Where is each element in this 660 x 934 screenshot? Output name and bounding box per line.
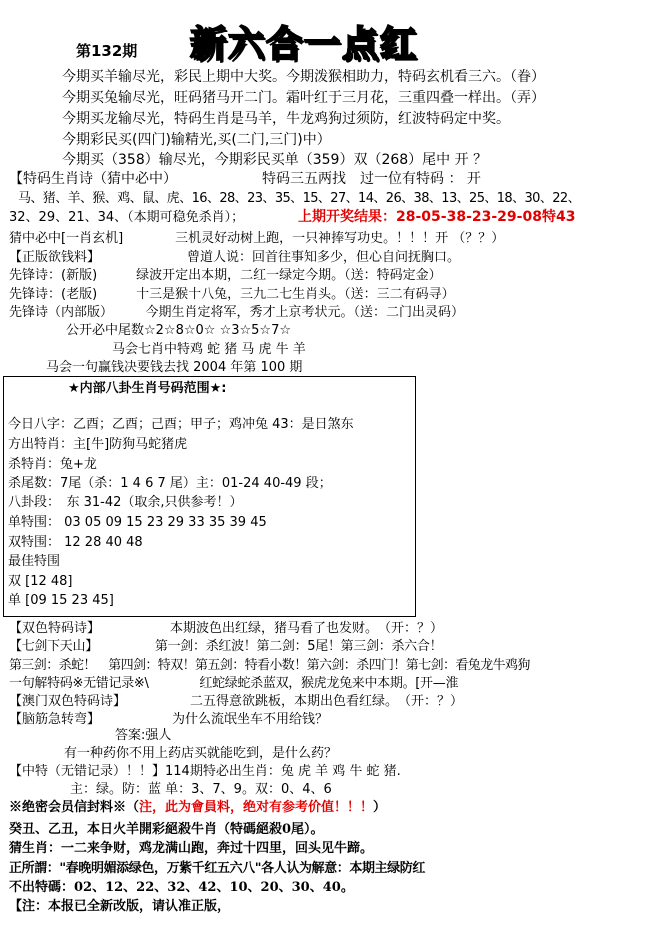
vanguard-poem-new: 先锋诗：(新版) 绿波开定出本期，二红一绿定今期。（送：特码定金） <box>9 268 442 283</box>
vip-suffix: ） <box>373 800 387 815</box>
bagua-line-10: 单 [09 15 23 45] <box>8 593 114 608</box>
poem-numbers-line-1: 马、猪、羊、猴、鸡、鼠、虎、16、28、23、35、15、27、14、26、38、13、25、18、30、22、 <box>18 191 580 206</box>
macau-text: 二五得意欲跳板，本期出色看红绿。 （开：？） <box>190 694 464 709</box>
zheng-quote: 曾道人说：回首往事知多少，但心自问抚胸口。 <box>187 250 461 265</box>
no-out-codes-line: 不出特碼：02、12、22、32、42、10、20、30、40。 <box>9 880 354 895</box>
macau-label: 【澳门双色特码诗】 <box>9 694 127 709</box>
intro-line-2: 今期买兔输尽光，旺码猪马开二门。霜叶红于三月花，三重四叠一样出。（弄） <box>62 90 545 106</box>
intro-line-3: 今期买龙输尽光，特码生肖是马羊，牛龙鸡狗过须防，红波特码定中奖。 <box>62 111 510 127</box>
zheng-label: 【正版欲钱料】 <box>9 250 101 265</box>
poem-hint: 特码三五两找 过一位有特码 ： 开 <box>262 171 481 187</box>
newspaper-title: 新六合一点红 <box>190 23 419 65</box>
horse-note: 马会一句赢钱决要钱去找 2004 年第 100 期 <box>46 360 303 375</box>
brain-teaser-question: 为什么流氓坐车不用给钱？ <box>172 712 329 727</box>
brain-teaser-answer: 答案:强人 <box>115 728 172 743</box>
bagua-line-5: 八卦段： 东 31-42（取余,只供参考！） <box>8 495 243 510</box>
guess-zodiac-line: 猜生肖：一二来争财，鸡龙满山跑，奔过十四里，回头见牛蹄。 <box>9 841 374 856</box>
official-saying-line: 正所謂："春晚明媚添绿色，万紫千红五六八"各人认为解意：本期主绿防红 <box>9 861 425 876</box>
bagua-line-9: 双 [12 48] <box>8 574 73 589</box>
brain-teaser-label: 【脑筋急转弯】 <box>9 712 101 727</box>
one-sentence-code: 一句解特码※无错记录※\ 红蛇绿蛇杀蓝双，猴虎龙兔来中本期。[开—淮 <box>9 676 459 691</box>
bagua-line-8: 最佳特围 <box>8 554 61 569</box>
guess-line: 猜中必中[一肖玄机] 三机灵好动树上跑，一只神捧写功史。！！！开 （？？） <box>9 231 505 246</box>
vanguard-poem-internal: 先锋诗（内部版） 今期生肖定将军，秀才上京考状元。（送：二门出灵码） <box>9 305 465 320</box>
zhongte-record: 【中特（无错记录）！！】114期特必出生肖：兔 虎 羊 鸡 牛 蛇 猪. <box>9 764 401 779</box>
intro-line-1: 今期买羊输尽光，彩民上期中大奖。今期泼猴相助力，特码玄机看三六。（眷） <box>62 69 545 85</box>
last-result: 上期开奖结果：28-05-38-23-29-08特43 <box>298 209 576 225</box>
vanguard-poem-old: 先锋诗：(老版) 十三是猴十八兔，三九二七生肖头。（送：三二有码寻） <box>9 287 455 302</box>
notice-line: 【注：本报已全新改版，请认准正版， <box>9 899 231 914</box>
bagua-line-7: 双特围： 12 28 40 48 <box>8 535 143 550</box>
bagua-title: ★内部八卦生肖号码范围★: <box>68 381 227 396</box>
bagua-line-2: 方出特肖：主[牛]防狗马蛇猪虎 <box>8 437 188 452</box>
bagua-line-4: 杀尾数：7尾（杀：1 4 6 7 尾）主：01-24 40-49 段； <box>8 476 332 491</box>
issue-number: 第132期 <box>76 42 138 60</box>
medicine-riddle: 有一种药你不用上药店买就能吃到，是什么药？ <box>64 746 338 761</box>
poem-numbers-line-2: 32、29、21、34、（本期可稳免杀肖）； <box>9 210 245 225</box>
vip-red-note: 注，此为會員料，绝对有参考价值！！！ <box>139 800 374 815</box>
seven-swords-line-1: 【七剑下天山】 第一剑：杀红波！第二剑：5尾！第三剑：杀六合！ <box>9 639 443 654</box>
zhongte-colors: 主：绿。防：蓝 单：3、7、9。双：0、4、6 <box>70 782 332 797</box>
bagua-line-6: 单特围： 03 05 09 15 23 29 33 35 39 45 <box>8 515 267 530</box>
bagua-line-3: 杀特肖：兔+龙 <box>8 457 97 472</box>
bagua-line-1: 今日八字：乙酉；乙酉；己酉；甲子；鸡冲兔 43：是日煞东 <box>8 417 354 432</box>
kill-zodiac-line: 癸丑、乙丑，本日火羊開彩絕殺牛肖（特碼絕殺0尾）。 <box>9 822 324 837</box>
horse-hint: 马会七肖中特鸡 蛇 猪 马 虎 牛 羊 <box>112 342 306 357</box>
seven-swords-line-2: 第三剑：杀蛇！ 第四剑：特双！第五剑：特看小数！第六剑：杀四门！第七剑：看兔龙牛鸡狗 <box>9 658 530 673</box>
tail-formula: 公开必中尾数☆2☆8☆0☆ ☆3☆5☆7☆ <box>66 323 291 338</box>
vip-prefix: ※绝密会员信封料※（ <box>9 800 140 815</box>
poem-label: 【特码生肖诗（猜中必中） <box>9 171 177 187</box>
two-color-label: 【双色特码诗】 <box>9 621 101 636</box>
intro-line-5: 今期买（358）输尽光，今期彩民买单（359）双（268）尾中 开 ？ <box>62 152 488 168</box>
two-color-text: 本期波色出红绿，猪马看了也发财。 （开：？） <box>170 621 444 636</box>
vip-envelope-line <box>9 800 386 816</box>
intro-line-4: 今期彩民买(四门)输精光,买(二门,三门)中） <box>62 132 331 148</box>
